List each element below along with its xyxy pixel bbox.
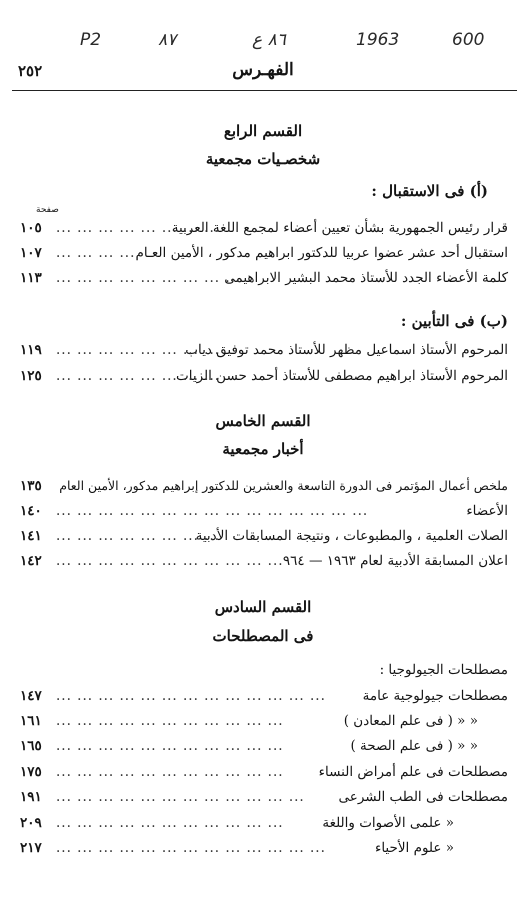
toc-entry-text: اعلان المسابقة الأدبية لعام ١٩٦٣ — ٩٦٤ <box>282 553 508 569</box>
toc-page-number: ٢١٧ <box>20 840 42 856</box>
leader-dots: ... ... ... ... ... ... ... ... <box>56 220 221 236</box>
toc-entry-text: كلمة الأعضاء الجدد للأستاذ محمد البشير الابراهيمى <box>224 270 508 286</box>
leader-dots: ... ... ... ... ... ... ... ... ... ... ... ... ... ... ... <box>56 503 369 519</box>
toc-entry-text: الأعضاء <box>466 503 508 519</box>
toc-row <box>20 553 508 575</box>
handwritten-note-4: 1963 <box>356 30 400 50</box>
leader-dots: ... ... ... ... <box>56 245 136 261</box>
section-6-title: القسم السادس <box>214 598 312 616</box>
leader-dots: ... ... ... ... ... ... ... ... ... ... ... ... <box>56 789 305 805</box>
toc-entry-text: مصطلحات فى علم أمراض النساء <box>318 764 508 780</box>
toc-page-number: ١٣٥ <box>20 478 42 494</box>
leader-dots: ... ... ... ... ... ... ... ... <box>56 368 221 384</box>
leader-dots: ... ... ... ... ... ... ... ... ... ... ... <box>56 815 284 831</box>
toc-entry-text: ملخص أعمال المؤتمر فى الدورة التاسعة والعشرين للدكتور إبراهيم مدكور، الأمين العام <box>59 478 508 493</box>
toc-page-number: ١٤١ <box>20 528 42 544</box>
toc-entry-text: « « ( فى علم الصحة ) <box>350 738 478 754</box>
section-5-title: القسم الخامس <box>215 412 311 430</box>
leader-dots: ... ... ... ... ... ... ... ... ... ... ... ... ... <box>56 840 326 856</box>
toc-entry-text: « « ( فى علم المعادن ) <box>343 713 478 729</box>
toc-entry-text: الصلات العلمية ، والمطبوعات ، ونتيجة المسابقات الأدبية <box>195 528 508 544</box>
toc-page-number: ١٦٥ <box>20 738 42 754</box>
toc-row <box>20 270 508 292</box>
toc-entry-text: « علوم الأحياء <box>374 840 454 856</box>
toc-page-number: ١٧٥ <box>20 764 42 780</box>
group-b-heading: (ب) فى التأبين : <box>400 312 508 330</box>
toc-page-number: ١٠٥ <box>20 220 42 236</box>
leader-dots: ... ... ... ... ... ... ... ... <box>56 342 221 358</box>
toc-page-number: ٢٠٩ <box>20 815 42 831</box>
toc-entry-text: المرحوم الأستاذ ابراهيم مصطفى للأستاذ أحمد حسن الزيات <box>176 368 508 384</box>
leader-dots: ... ... ... ... ... ... ... ... ... ... ... ... ... <box>56 688 326 704</box>
leader-dots: ... ... ... ... ... ... ... ... ... <box>56 270 242 286</box>
toc-entry-text: مصطلحات فى الطب الشرعى <box>338 789 508 805</box>
toc-page-number: ١١٩ <box>20 342 42 358</box>
toc-page-number: ١٠٧ <box>20 245 42 261</box>
section-5-subtitle: أخبار مجمعية <box>222 440 304 458</box>
handwritten-note-2: ٨٧ <box>158 30 177 50</box>
leader-dots: ... ... ... ... ... ... ... ... ... ... ... <box>56 764 284 780</box>
toc-entry-text: مصطلحات الجيولوجيا : <box>379 662 508 678</box>
toc-row <box>20 688 508 710</box>
toc-entry-text: قرار رئيس الجمهورية بشأن تعيين أعضاء لمجمع اللغة العربية <box>171 220 508 236</box>
toc-row <box>20 815 508 837</box>
toc-entry-text: « علمى الأصوات واللغة <box>322 815 454 831</box>
page-number: ٢٥٢ <box>18 62 43 80</box>
section-4-subtitle: شخصـيات مجمعية <box>205 150 321 168</box>
header-rule <box>12 90 517 91</box>
leader-dots: ... ... ... ... ... ... ... ... ... ... ... <box>56 553 284 569</box>
toc-row <box>20 662 508 684</box>
handwritten-note-3: ٨٦ ع <box>252 30 286 50</box>
column-label: صفحة <box>36 205 59 215</box>
handwritten-note-5: 600 <box>452 30 485 50</box>
leader-dots: ... ... ... ... ... ... ... ... ... ... ... <box>56 738 284 754</box>
toc-page-number: ١٩١ <box>20 789 42 805</box>
section-6-subtitle: فى المصطلحات <box>212 627 314 645</box>
page-title: الفهـرس <box>232 60 294 80</box>
toc-row <box>20 245 508 267</box>
leader-dots: ... ... ... ... ... ... ... ... ... ... ... <box>56 713 284 729</box>
toc-row <box>20 528 508 550</box>
handwritten-note-1: P2 <box>80 30 102 50</box>
toc-page-number: ١٦١ <box>20 713 42 729</box>
toc-entry-text: المرحوم الأستاذ اسماعيل مظهر للأستاذ محمد توفيق دياب <box>185 342 508 358</box>
toc-row <box>20 503 508 525</box>
toc-row <box>20 789 508 811</box>
toc-row <box>20 713 508 735</box>
toc-page-number: ١٤٧ <box>20 688 42 704</box>
group-a-heading: (أ) فى الاستقبال : <box>371 182 488 200</box>
toc-row <box>20 342 508 364</box>
toc-row <box>20 840 508 862</box>
toc-row <box>20 764 508 786</box>
toc-row <box>20 368 508 390</box>
toc-page-number: ١٤٢ <box>20 553 42 569</box>
toc-entry-text: مصطلحات جيولوجية عامة <box>362 688 508 704</box>
toc-entry-text: استقبال أحد عشر عضوا عربيا للدكتور ابراهيم مدكور ، الأمين العـام <box>135 245 508 261</box>
leader-dots: ... ... ... ... ... ... ... ... <box>56 528 221 544</box>
toc-row <box>20 478 508 500</box>
toc-page-number: ١٢٥ <box>20 368 42 384</box>
toc-row <box>20 220 508 242</box>
toc-row <box>20 738 508 760</box>
toc-page-number: ١٤٠ <box>20 503 42 519</box>
toc-page-number: ١١٣ <box>20 270 42 286</box>
section-4-title: القسم الرابع <box>223 122 303 140</box>
